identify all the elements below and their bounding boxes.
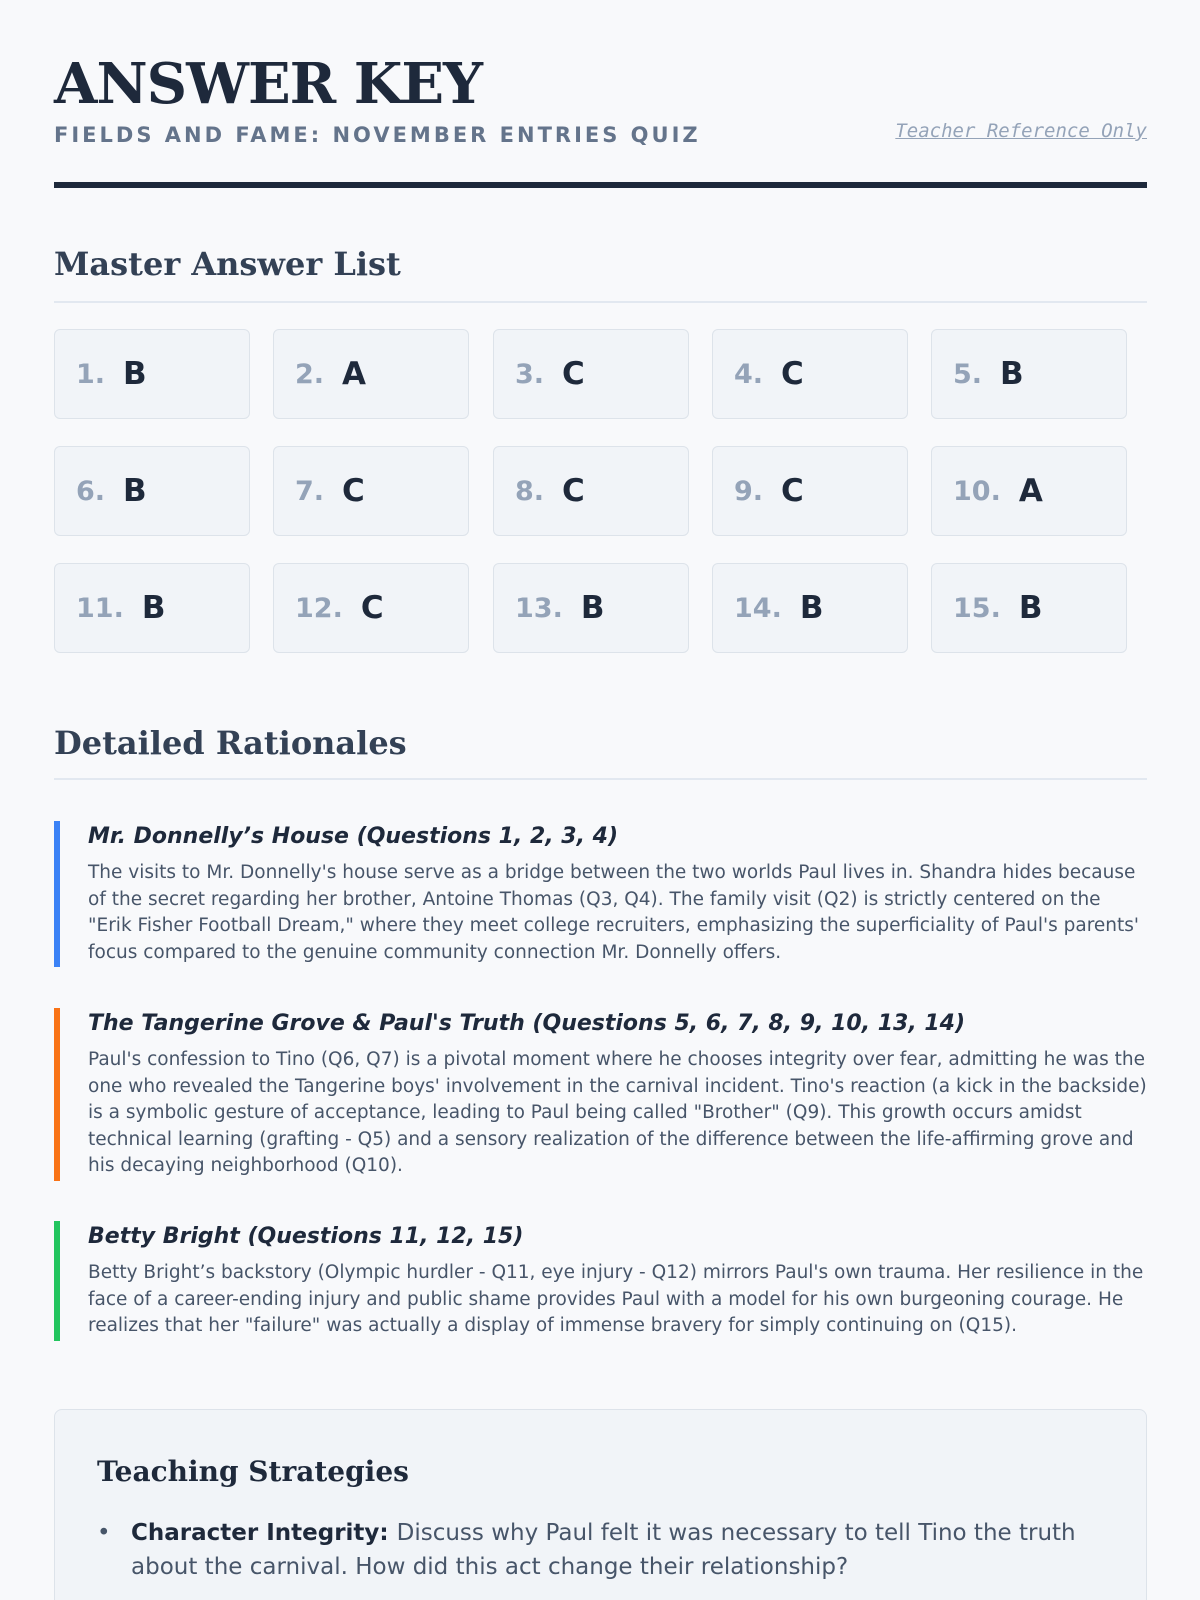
answer-key-page: [54, 0, 1147, 1580]
rationale-heading: Betty Bright (Questions 11, 12, 15): [88, 1224, 524, 1249]
teaching-strategies-box: [54, 1409, 1147, 1600]
question-number: 15.: [953, 592, 1001, 624]
section-divider: [54, 778, 1147, 780]
question-number: 2.: [295, 358, 325, 390]
accent-bar: [54, 821, 60, 967]
header: [54, 0, 1147, 188]
bullet-icon: •: [97, 1520, 111, 1546]
answer-letter: C: [781, 356, 804, 392]
strategy-text: Discuss why Paul felt it was necessary to tell Tino the truth about the carnival. How did this act change their relationship?: [131, 1520, 1076, 1580]
answer-cell: [931, 329, 1127, 419]
answer-letter: C: [360, 590, 384, 626]
teaching-strategies-title: Teaching Strategies: [97, 1455, 409, 1488]
rationale-block: [54, 821, 1147, 967]
answer-letter: C: [562, 356, 585, 392]
teacher-reference-note: Teacher Reference Only: [895, 120, 1147, 142]
rationale-body: Betty Bright’s backstory (Olympic hurdler - Q11, eye injury - Q12) mirrors Paul's own trauma. Her resilience in the face of a career-ending injury and public shame provides Paul with a model for his own burgeoning courage. He realizes that her "failure" was actually a display of immense bravery for simply continuing on (Q15).: [88, 1262, 1144, 1336]
strategy-label: Character Integrity:: [131, 1520, 397, 1546]
question-number: 10.: [953, 475, 1001, 507]
question-number: 4.: [734, 358, 764, 390]
answer-cell: [931, 446, 1127, 536]
answer-cell: [493, 446, 689, 536]
question-number: 13.: [515, 592, 563, 624]
answer-letter: A: [1018, 473, 1043, 509]
question-number: 12.: [295, 592, 343, 624]
question-number: 14.: [734, 592, 782, 624]
rationale-block: [54, 1008, 1147, 1181]
answer-cell: [54, 329, 250, 419]
rationale-body: Paul's confession to Tino (Q6, Q7) is a pivotal moment where he chooses integrity over fear, admitting he was the one who revealed the Tangerine boys' involvement in the carnival incident. Tino's reaction (a kick in the backside) is a symbolic gesture of acceptance, leading to Paul being called "Brother" (Q9). This growth occurs amidst technical learning (grafting - Q5) and a sensory realization of the difference between the life-affirming grove and his decaying neighborhood (Q10).: [88, 1049, 1147, 1176]
answer-cell: [493, 329, 689, 419]
answer-cell: [712, 329, 908, 419]
page-title: ANSWER KEY: [54, 51, 483, 117]
answer-cell: [273, 446, 469, 536]
answer-cell: [931, 563, 1127, 653]
question-number: 8.: [515, 475, 545, 507]
answer-cell: [273, 563, 469, 653]
detailed-rationales-title: Detailed Rationales: [54, 724, 407, 762]
rationale-heading: The Tangerine Grove & Paul's Truth (Questions 5, 6, 7, 8, 9, 10, 13, 14): [88, 1011, 966, 1036]
accent-bar: [54, 1008, 60, 1181]
question-number: 11.: [76, 592, 124, 624]
rationale-body: The visits to Mr. Donnelly's house serve as a bridge between the two worlds Paul lives in. Shandra hides because of the secret regarding her brother, Antoine Thomas (Q3, Q4). The family visit (Q2) is strictly centered on the "Erik Fisher Football Dream," where they meet college recruiters, emphasizing the superficiality of Paul's parents' focus compared to the genuine community connection Mr. Donnelly offers.: [88, 862, 1139, 963]
answer-letter: C: [342, 473, 365, 509]
answer-letter: C: [562, 473, 585, 509]
rationale-block: [54, 1221, 1147, 1341]
question-number: 6.: [76, 475, 106, 507]
answer-letter: A: [342, 356, 367, 392]
answer-cell: [54, 446, 250, 536]
answer-letter: C: [781, 473, 804, 509]
answer-letter: B: [799, 590, 824, 626]
answer-letter: B: [580, 590, 605, 626]
accent-bar: [54, 1221, 60, 1341]
strategy-item: [97, 1516, 1104, 1584]
question-number: 3.: [515, 358, 545, 390]
rationale-heading: Mr. Donnelly’s House (Questions 1, 2, 3, 4): [88, 824, 618, 849]
answer-letter: B: [123, 356, 147, 392]
answer-letter: B: [1018, 590, 1043, 626]
answer-cell: [493, 563, 689, 653]
answer-cell: [54, 563, 250, 653]
answer-cell: [712, 563, 908, 653]
answer-letter: B: [141, 590, 166, 626]
question-number: 1.: [76, 358, 106, 390]
question-number: 9.: [734, 475, 764, 507]
question-number: 5.: [953, 358, 983, 390]
answer-cell: [712, 446, 908, 536]
master-answer-list-title: Master Answer List: [54, 245, 401, 283]
answer-letter: B: [1000, 356, 1024, 392]
answer-letter: B: [123, 473, 147, 509]
question-number: 7.: [295, 475, 325, 507]
page-subtitle: FIELDS AND FAME: NOVEMBER ENTRIES QUIZ: [54, 123, 701, 147]
answer-cell: [273, 329, 469, 419]
section-divider: [54, 301, 1147, 303]
